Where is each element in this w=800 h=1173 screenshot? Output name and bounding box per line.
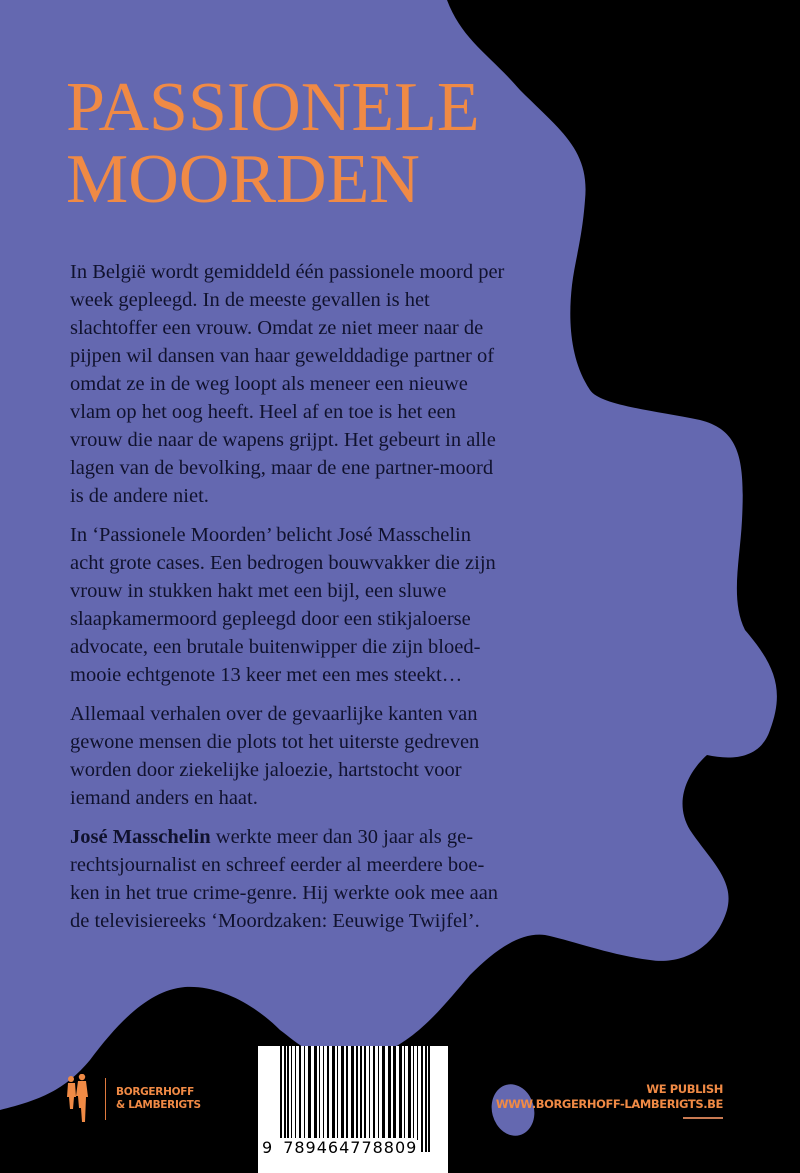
publisher-name (116, 1086, 201, 1112)
publisher-name-line-2: & LAMBERIGTS (116, 1099, 201, 1111)
barcode-digits: 789464778809 (283, 1138, 418, 1157)
barcode-number (262, 1138, 417, 1157)
title-line-1: PASSIONELE (66, 69, 480, 146)
publisher-tagline: WE PUBLISH (646, 1082, 723, 1096)
publisher-logo (63, 1074, 201, 1124)
publisher-name-line-1: BORGERHOFF (116, 1086, 194, 1098)
barcode-first-digit: 9 (262, 1138, 274, 1157)
barcode-bars (280, 1046, 432, 1146)
blurb-paragraph-1: In België wordt gemiddeld één passionele moord per week gepleegd. In de meeste gevallen is het slachtoffer een vrouw. Omdat ze niet meer naar de pijpen wil dansen van haar gewelddadige partner of omdat ze in de weg loopt als meneer een nieuwe vlam op het oog heeft. Heel af en toe is het een vrouw die naar de wapens grijpt. Het gebeurt in alle lagen van de bevolking, maar de ene partner-moord is de andere niet. (70, 261, 505, 507)
author-bio (70, 823, 510, 935)
blurb (70, 258, 510, 946)
publisher-info (496, 1082, 723, 1112)
title-line-2: MOORDEN (66, 141, 420, 218)
logo-divider (105, 1078, 106, 1120)
blurb-paragraph-3: Allemaal verhalen over de gevaarlijke kanten van gewone mensen die plots tot het uiterste gedreven worden door ziekelijke jaloezie, hartstocht voor iemand anders en haat. (70, 703, 480, 809)
website-underline (683, 1117, 723, 1119)
isbn-barcode (258, 1046, 448, 1173)
publisher-website[interactable]: WWW.BORGERHOFF-LAMBERIGTS.BE (495, 1097, 723, 1111)
book-title (66, 69, 480, 218)
author-name: José Masschelin (70, 826, 211, 848)
blurb-paragraph-2: In ‘Passionele Moorden’ belicht José Masschelin acht grote cases. Een bedrogen bouwvakker die zijn vrouw in stukken hakt met een bijl, een sluwe slaapkamermoord gepleegd door een stikjaloerse advocate, een brutale buitenwipper die zijn bloed-mooie echtgenote 13 keer met een mes steekt… (70, 524, 496, 686)
two-walking-figures-icon (63, 1074, 93, 1124)
author-bio-text: werkte meer dan 30 jaar als ge-rechtsjournalist en schreef eerder al meerdere boe-ken in het true crime-genre. Hij werkte ook mee aan de televisiereeks ‘Moordzaken: Eeuwige Twijfel’. (70, 826, 499, 932)
